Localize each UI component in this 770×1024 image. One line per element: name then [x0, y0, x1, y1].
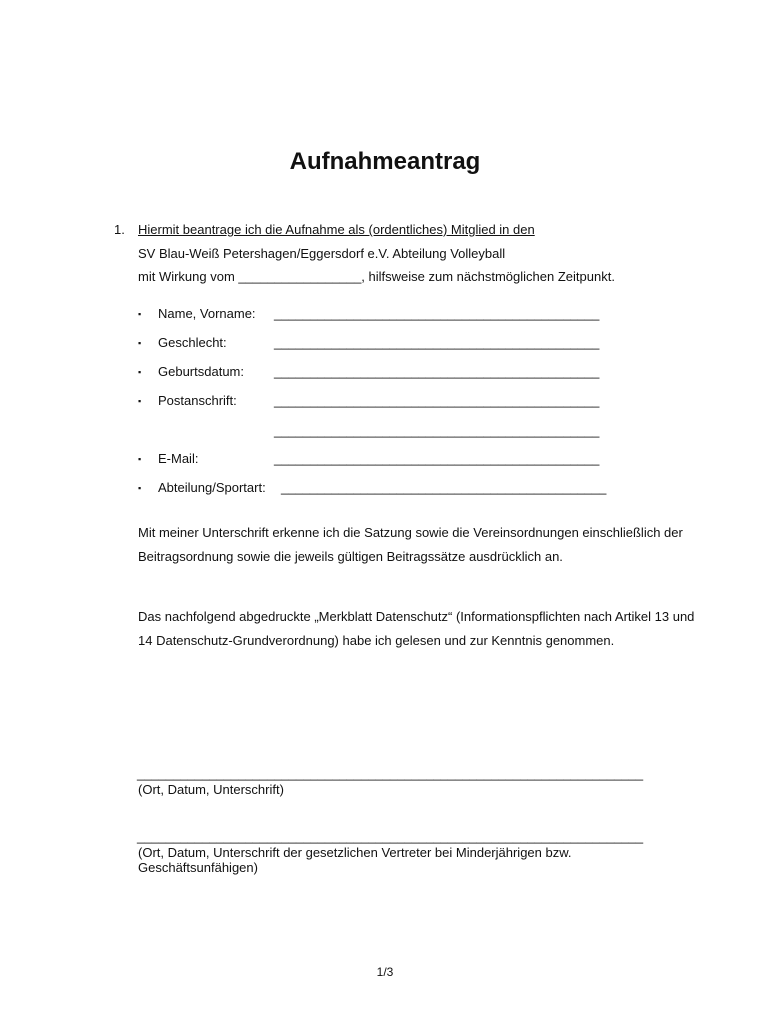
signature-label-guardian: (Ort, Datum, Unterschrift der gesetzlichen Vertreter bei Minderjährigen bzw. Geschäftsunfähigen): [138, 845, 572, 875]
club-name: SV Blau-Weiß Petershagen/Eggersdorf e.V. Abteilung Volleyball: [138, 246, 506, 261]
field-blank-birthdate: _____________________________________________: [274, 364, 600, 379]
field-blank-address-2: _____________________________________________: [274, 423, 600, 438]
section-number: 1.: [114, 222, 125, 237]
effective-date-line: mit Wirkung vom _________________, hilfsweise zum nächstmöglichen Zeitpunkt.: [138, 269, 615, 284]
field-label-gender: Geschlecht:: [158, 335, 227, 350]
field-label-birthdate: Geburtsdatum:: [158, 364, 244, 379]
field-blank-email: _____________________________________________: [274, 451, 600, 466]
bullet-icon: ▪: [138, 396, 142, 406]
signature-line-member: ______________________________________________________________________: [137, 766, 644, 781]
field-blank-name: _____________________________________________: [274, 306, 600, 321]
field-blank-department: _____________________________________________: [281, 480, 607, 495]
field-blank-address: _____________________________________________: [274, 393, 600, 408]
bullet-icon: ▪: [138, 338, 142, 348]
privacy-paragraph: Das nachfolgend abgedruckte „Merkblatt Datenschutz“ (Informationspflichten nach Artikel 13 und 14 Datenschutz-Grundverordnung) habe ich gelesen und zur Kenntnis genommen.: [138, 609, 695, 648]
bullet-icon: ▪: [138, 309, 142, 319]
document-title: Aufnahmeantrag: [289, 148, 481, 175]
page-number: 1/3: [376, 965, 394, 979]
statutes-paragraph: Mit meiner Unterschrift erkenne ich die Satzung sowie die Vereinsordnungen einschließlich der Beitragsordnung sowie die jeweils gültigen Beitragssätze ausdrücklich an.: [138, 525, 683, 564]
section-heading: Hiermit beantrage ich die Aufnahme als (ordentliches) Mitglied in den: [138, 222, 535, 237]
field-label-email: E-Mail:: [158, 451, 199, 466]
bullet-icon: ▪: [138, 483, 142, 493]
field-label-address: Postanschrift:: [158, 393, 237, 408]
field-blank-gender: _____________________________________________: [274, 335, 600, 350]
signature-label-member: (Ort, Datum, Unterschrift): [138, 782, 284, 797]
field-label-name: Name, Vorname:: [158, 306, 256, 321]
signature-line-guardian: ______________________________________________________________________: [137, 829, 644, 844]
field-label-department: Abteilung/Sportart:: [158, 480, 266, 495]
bullet-icon: ▪: [138, 367, 142, 377]
bullet-icon: ▪: [138, 454, 142, 464]
